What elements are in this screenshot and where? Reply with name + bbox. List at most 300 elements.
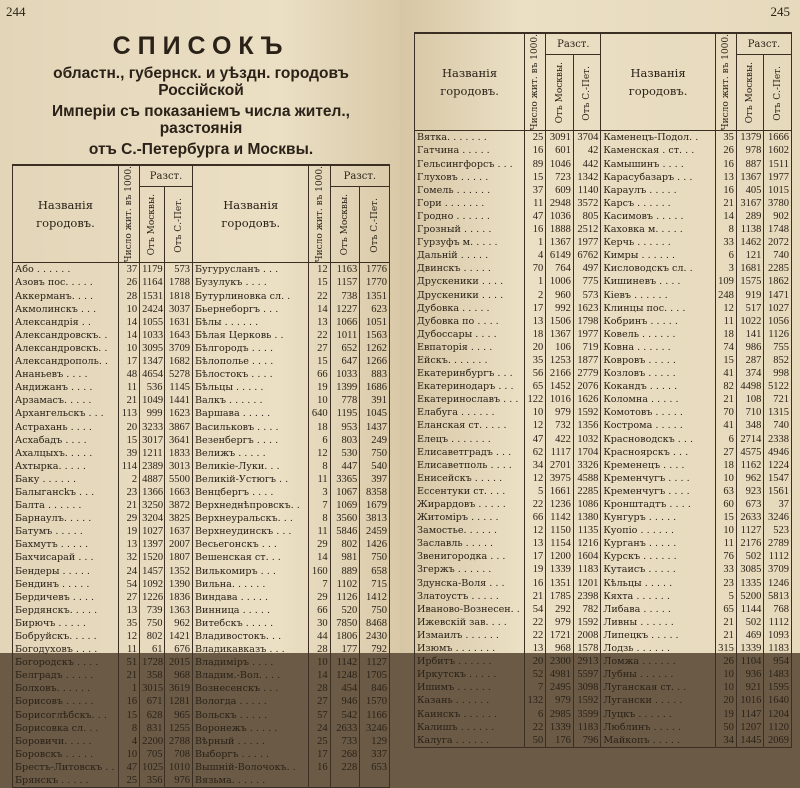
town-name: Гатчина . . . . . (415, 144, 525, 157)
dist-moscow: 921 (736, 681, 764, 694)
population: 17 (525, 302, 546, 315)
town-name: Вилькомиръ . . . (193, 565, 309, 578)
table-row (415, 158, 792, 171)
town-name: Комотовъ . . . . . (601, 406, 715, 419)
town-name: Елисаветполь . . . . (415, 459, 525, 472)
dist-moscow: 176 (546, 734, 574, 748)
dist-moscow: 61 (140, 643, 165, 656)
population: 114 (118, 460, 139, 473)
table-row (415, 550, 792, 563)
dist-spb: 1666 (764, 131, 792, 145)
town-name: Велижъ . . . . . (193, 447, 309, 460)
towns-table-left (12, 164, 390, 788)
dist-moscow: 1445 (736, 734, 764, 748)
population: 4 (118, 735, 139, 748)
dist-moscow: 502 (736, 550, 764, 563)
dist-spb: 852 (764, 354, 792, 367)
dist-spb: 1380 (573, 511, 601, 524)
table-row (415, 485, 792, 498)
town-name: Александровскъ. . (13, 329, 119, 342)
dist-spb: 965 (165, 709, 193, 722)
dist-moscow: 1236 (546, 498, 574, 511)
town-name: Асхабадъ . . . . (13, 434, 119, 447)
town-name: Валкъ . . . . . . (193, 394, 309, 407)
town-name: Калишъ . . . . . . (415, 721, 525, 734)
dist-spb: 719 (573, 341, 601, 354)
population: 89 (525, 158, 546, 171)
town-name: Житоміръ . . . . . (415, 511, 525, 524)
dist-spb: 1356 (573, 419, 601, 432)
dist-moscow: 2200 (140, 735, 165, 748)
town-name: Курскъ . . . . . . (601, 550, 715, 563)
dist-moscow: 1367 (546, 328, 574, 341)
dist-moscow: 1888 (546, 223, 574, 236)
population: 21 (715, 197, 736, 210)
dist-moscow: 1339 (736, 642, 764, 655)
population: 29 (118, 512, 139, 525)
dist-moscow: 986 (736, 341, 764, 354)
dist-moscow: 3250 (140, 499, 165, 512)
dist-moscow: 2714 (736, 433, 764, 446)
population: 32 (118, 551, 139, 564)
population: 74 (715, 341, 736, 354)
population: 20 (525, 655, 546, 668)
town-name: Лубны . . . . . . (601, 668, 715, 681)
town-name: Александрополь. . (13, 355, 119, 368)
town-name: Гори . . . . . . . (415, 197, 525, 210)
dist-moscow: 536 (140, 381, 165, 394)
table-row (415, 642, 792, 655)
town-name: Бахчисарай . . . (13, 551, 119, 564)
dist-spb: 2285 (764, 262, 792, 275)
dist-spb: 1426 (360, 538, 390, 551)
population: 13 (715, 171, 736, 184)
dist-moscow: 978 (736, 144, 764, 157)
header-spb-r2: Отъ С.-Пет. (764, 55, 792, 131)
dist-spb: 1351 (360, 290, 390, 303)
population: 1 (525, 275, 546, 288)
table-row (415, 616, 792, 629)
town-name: Измаилъ . . . . . . (415, 629, 525, 642)
town-name: Казань . . . . . . (415, 694, 525, 707)
population: 10 (715, 524, 736, 537)
population: 20 (118, 421, 139, 434)
dist-spb: 2789 (764, 537, 792, 550)
dist-moscow: 671 (140, 695, 165, 708)
dist-spb: 2285 (573, 485, 601, 498)
dist-spb: 2398 (573, 590, 601, 603)
dist-spb: 2069 (764, 734, 792, 748)
dist-moscow: 750 (140, 617, 165, 630)
town-name: Вешенская ст. . . (193, 551, 309, 564)
dist-moscow: 287 (736, 354, 764, 367)
town-name: Бѣлая Церковь . . (193, 329, 309, 342)
town-name: Глуховъ . . . . . (415, 171, 525, 184)
dist-spb: 3246 (764, 511, 792, 524)
dist-moscow: 1195 (330, 407, 360, 420)
header-moscow: Отъ Москвы. (140, 187, 165, 263)
town-name: Александрія . . (13, 316, 119, 329)
dist-moscow: 1211 (140, 447, 165, 460)
town-name: Козловъ . . . . . (601, 367, 715, 380)
population: 15 (118, 709, 139, 722)
table-row (13, 355, 390, 368)
town-name: Брянскъ . . . . . (13, 774, 119, 788)
town-name: Двинскъ . . . . . (415, 262, 525, 275)
population: 47 (525, 210, 546, 223)
dist-moscow: 1457 (140, 565, 165, 578)
table-row (415, 171, 792, 184)
dist-spb: 1623 (573, 302, 601, 315)
dist-moscow: 4981 (546, 668, 574, 681)
town-name: Ессентуки ст. . . . (415, 485, 525, 498)
dist-spb: 1682 (165, 355, 193, 368)
dist-spb: 1977 (764, 171, 792, 184)
population: 10 (309, 394, 330, 407)
town-name: Владим.-Вол. . . . (193, 669, 309, 682)
table-row (13, 643, 390, 656)
town-name: Весьегонскъ . . . (193, 538, 309, 551)
dist-spb: 1798 (573, 315, 601, 328)
population: 10 (118, 303, 139, 316)
dist-spb: 740 (764, 419, 792, 432)
dist-moscow: 2633 (736, 511, 764, 524)
town-name: Лугански . . . . . (601, 694, 715, 707)
dist-moscow: 5200 (736, 590, 764, 603)
population: 6 (525, 708, 546, 721)
table-row (415, 315, 792, 328)
dist-spb: 1281 (165, 695, 193, 708)
dist-spb: 1748 (764, 223, 792, 236)
table-row (13, 735, 390, 748)
dist-spb: 740 (764, 249, 792, 262)
dist-spb: 1352 (165, 565, 193, 578)
dist-moscow: 2166 (546, 367, 574, 380)
population: 17 (525, 550, 546, 563)
table-row (415, 459, 792, 472)
table-row (415, 472, 792, 485)
dist-moscow: 778 (330, 394, 360, 407)
town-name: Иваново-Вознесен. . (415, 603, 525, 616)
dist-spb: 2015 (165, 656, 193, 669)
population: 3 (309, 486, 330, 499)
town-name: Звенигородка . . . (415, 550, 525, 563)
dist-spb: 1126 (764, 328, 792, 341)
table-row (13, 748, 390, 761)
town-name: Бугурусланъ . . . (193, 263, 309, 277)
town-name: Боровичи. . . . . (13, 735, 119, 748)
town-name: Кременецъ . . . . (601, 459, 715, 472)
population: 15 (309, 355, 330, 368)
town-name: Бьернеборгъ . . . (193, 303, 309, 316)
dist-spb: 1437 (360, 421, 390, 434)
dist-spb: 4946 (764, 446, 792, 459)
dist-spb: 1833 (165, 447, 193, 460)
town-name: Або . . . . . . (13, 263, 119, 277)
population: 10 (118, 342, 139, 355)
dist-spb: 1246 (764, 577, 792, 590)
dist-spb: 1216 (573, 537, 601, 550)
population: 66 (309, 368, 330, 381)
town-name: Гурзуфъ м. . . . . (415, 236, 525, 249)
dist-moscow: 517 (736, 302, 764, 315)
town-name: Ейскъ. . . . . . . (415, 354, 525, 367)
population: 14 (118, 316, 139, 329)
dist-spb: 1604 (573, 550, 601, 563)
dist-moscow: 3095 (140, 342, 165, 355)
town-name: Владиміръ . . . . (193, 656, 309, 669)
dist-moscow: 1366 (140, 486, 165, 499)
dist-spb: 1093 (764, 629, 792, 642)
town-name: Коломна . . . . . (601, 393, 715, 406)
dist-moscow: 1022 (736, 315, 764, 328)
town-name: Борисовъ . . . . . (13, 695, 119, 708)
dist-moscow: 4887 (140, 473, 165, 486)
town-name: Майкопъ . . . . . (601, 734, 715, 748)
population: 35 (118, 617, 139, 630)
town-name: Друскеники . . . . (415, 289, 525, 302)
population: 14 (309, 669, 330, 682)
table-row (415, 419, 792, 432)
dist-spb: 1120 (764, 721, 792, 734)
population: 11 (715, 315, 736, 328)
population: 33 (715, 236, 736, 249)
dist-moscow: 2985 (546, 708, 574, 721)
town-name: Барнаулъ. . . . . (13, 512, 119, 525)
population: 52 (525, 668, 546, 681)
population: 8 (118, 722, 139, 735)
dist-moscow: 2495 (546, 681, 574, 694)
dist-moscow: 1016 (546, 393, 574, 406)
town-name: Ковровъ . . . . . (601, 354, 715, 367)
dist-moscow: 1117 (546, 446, 574, 459)
dist-moscow: 1347 (140, 355, 165, 368)
dist-spb: 1595 (764, 681, 792, 694)
population: 41 (715, 419, 736, 432)
town-name: Кременчугъ . . . . (601, 485, 715, 498)
population: 2 (118, 473, 139, 486)
title-block (12, 32, 390, 158)
dist-moscow: 979 (546, 694, 574, 707)
town-name: Великій-Устюгъ . . (193, 473, 309, 486)
dist-moscow: 732 (546, 419, 574, 432)
town-name: Ливны . . . . . . (601, 616, 715, 629)
town-name: Вышній-Волочокъ. . (193, 761, 309, 774)
town-name: Карасубазаръ . . . (601, 171, 715, 184)
table-row (13, 460, 390, 473)
dist-moscow: 5846 (330, 525, 360, 538)
town-name: Згержъ . . . . . . (415, 563, 525, 576)
dist-spb: 902 (764, 210, 792, 223)
dist-moscow: 1399 (330, 381, 360, 394)
town-name: Богодуховъ . . . . (13, 643, 119, 656)
dist-moscow: 1164 (140, 276, 165, 289)
town-name: Елецъ . . . . . . . (415, 433, 525, 446)
dist-spb: 1592 (573, 616, 601, 629)
town-name: Ирбитъ . . . . . . (415, 655, 525, 668)
dist-spb: 1412 (360, 591, 390, 604)
population: 11 (525, 197, 546, 210)
dist-moscow: 2633 (330, 722, 360, 735)
dist-moscow: 1102 (330, 578, 360, 591)
town-name: Заславль . . . . . (415, 537, 525, 550)
dist-spb: 750 (360, 447, 390, 460)
table-row (415, 328, 792, 341)
population: 10 (309, 656, 330, 669)
dist-spb (360, 774, 390, 788)
dist-moscow: 530 (330, 447, 360, 460)
population: 30 (309, 617, 330, 630)
page-number-left: 244 (6, 4, 26, 19)
population: 22 (525, 616, 546, 629)
dist-moscow: 1253 (546, 354, 574, 367)
dist-spb: 708 (165, 748, 193, 761)
table-row (13, 525, 390, 538)
population: 12 (525, 524, 546, 537)
dist-moscow: 710 (736, 406, 764, 419)
population: 640 (309, 407, 330, 420)
town-name: Ишимъ . . . . . . (415, 681, 525, 694)
town-name: Лодзь . . . . . . (601, 642, 715, 655)
town-name: Каинскъ . . . . . . (415, 708, 525, 721)
town-name: Верхнеуральскъ. . . (193, 512, 309, 525)
town-name: Балта . . . . . . (13, 499, 119, 512)
dist-spb: 998 (764, 367, 792, 380)
dist-moscow: 733 (330, 735, 360, 748)
population: 16 (118, 695, 139, 708)
dist-moscow: 1506 (546, 315, 574, 328)
dist-moscow: 1452 (546, 380, 574, 393)
town-name: Арзамасъ. . . . . (13, 394, 119, 407)
table-row (13, 342, 390, 355)
town-name: Вѣрный . . . . . (193, 735, 309, 748)
population: 13 (309, 316, 330, 329)
dist-moscow: 1006 (546, 275, 574, 288)
dist-moscow: 1104 (736, 655, 764, 668)
population: 47 (525, 433, 546, 446)
population: 11 (309, 473, 330, 486)
dist-spb: 1471 (764, 289, 792, 302)
dist-spb: 750 (360, 604, 390, 617)
population: 21 (118, 394, 139, 407)
town-name: Бузулукъ . . . . (193, 276, 309, 289)
dist-moscow: 1154 (546, 537, 574, 550)
dist-moscow: 979 (546, 406, 574, 419)
header-spb: Отъ С.-Пет. (165, 187, 193, 263)
dist-spb: 1623 (165, 407, 193, 420)
dist-moscow: 1785 (546, 590, 574, 603)
header-pop-r: Число жит. въ 1000. (525, 33, 546, 131)
dist-moscow: 3365 (330, 473, 360, 486)
town-name: Липецкъ . . . . . (601, 629, 715, 642)
population: 17 (118, 355, 139, 368)
population: 11 (309, 525, 330, 538)
population: 13 (118, 538, 139, 551)
dist-spb: 3704 (573, 131, 601, 145)
dist-spb: 1704 (573, 446, 601, 459)
population: 22 (525, 721, 546, 734)
population: 7 (309, 499, 330, 512)
town-name: Бутурлиновка сл. . (193, 290, 309, 303)
table-row (415, 289, 792, 302)
town-name: Каменецъ-Подол. . (601, 131, 715, 145)
dist-moscow: 1200 (546, 550, 574, 563)
subtitle-line-1: областн., губернск. и уѣздн. городовъ Россійской (53, 65, 349, 99)
table-row (415, 721, 792, 734)
population: 62 (525, 446, 546, 459)
population: 24 (309, 722, 330, 735)
dist-spb: 1315 (764, 406, 792, 419)
population: 37 (525, 184, 546, 197)
table-row (415, 446, 792, 459)
dist-moscow: 3233 (140, 421, 165, 434)
header-pop-2: Число жит. въ 1000. (309, 165, 330, 263)
town-name: Замостье. . . . . . (415, 524, 525, 537)
dist-spb: 1224 (764, 459, 792, 472)
population: 17 (309, 748, 330, 761)
table-row (415, 367, 792, 380)
dist-moscow: 4654 (140, 368, 165, 381)
dist-spb: 2076 (573, 380, 601, 393)
dist-moscow: 6149 (546, 249, 574, 262)
table-row (13, 538, 390, 551)
header-dist: Разст. (140, 165, 193, 187)
dist-moscow: 960 (546, 289, 574, 302)
dist-spb: 976 (165, 774, 193, 788)
town-name: Бѣлгородъ . . . . (193, 342, 309, 355)
dist-moscow: 177 (330, 643, 360, 656)
header-dist-r2: Разст. (736, 33, 791, 55)
dist-spb: 337 (360, 748, 390, 761)
population: 122 (525, 393, 546, 406)
population: 11 (715, 537, 736, 550)
dist-spb: 1631 (165, 316, 193, 329)
table-row (13, 551, 390, 564)
dist-spb: 1602 (764, 144, 792, 157)
town-name: Великіе-Луки. . . (193, 460, 309, 473)
table-row (13, 669, 390, 682)
table-row (13, 368, 390, 381)
town-name: Здунска-Воля . . . (415, 577, 525, 590)
dist-spb: 1776 (360, 263, 390, 277)
population: 7 (309, 578, 330, 591)
population: 41 (715, 367, 736, 380)
table-row (13, 394, 390, 407)
table-row (415, 302, 792, 315)
dist-spb: 2512 (573, 223, 601, 236)
dist-moscow: 936 (736, 668, 764, 681)
dist-moscow: 1681 (736, 262, 764, 275)
population: 8 (715, 223, 736, 236)
table-row (13, 774, 390, 788)
table-row (415, 354, 792, 367)
town-name: Дубоссары . . . . (415, 328, 525, 341)
dist-moscow: 348 (736, 419, 764, 432)
dist-spb: 2459 (360, 525, 390, 538)
population: 20 (715, 694, 736, 707)
dist-moscow: 469 (736, 629, 764, 642)
population: 2 (525, 289, 546, 302)
population: 60 (715, 498, 736, 511)
table-row (415, 380, 792, 393)
table-row (415, 629, 792, 642)
dist-spb: 1818 (165, 290, 193, 303)
dist-moscow: 923 (736, 485, 764, 498)
town-name: Жирардовъ . . . . . (415, 498, 525, 511)
dist-spb: 2007 (165, 538, 193, 551)
dist-spb: 1342 (573, 171, 601, 184)
header-pop-r2: Число жит. въ 1000. (715, 33, 736, 131)
